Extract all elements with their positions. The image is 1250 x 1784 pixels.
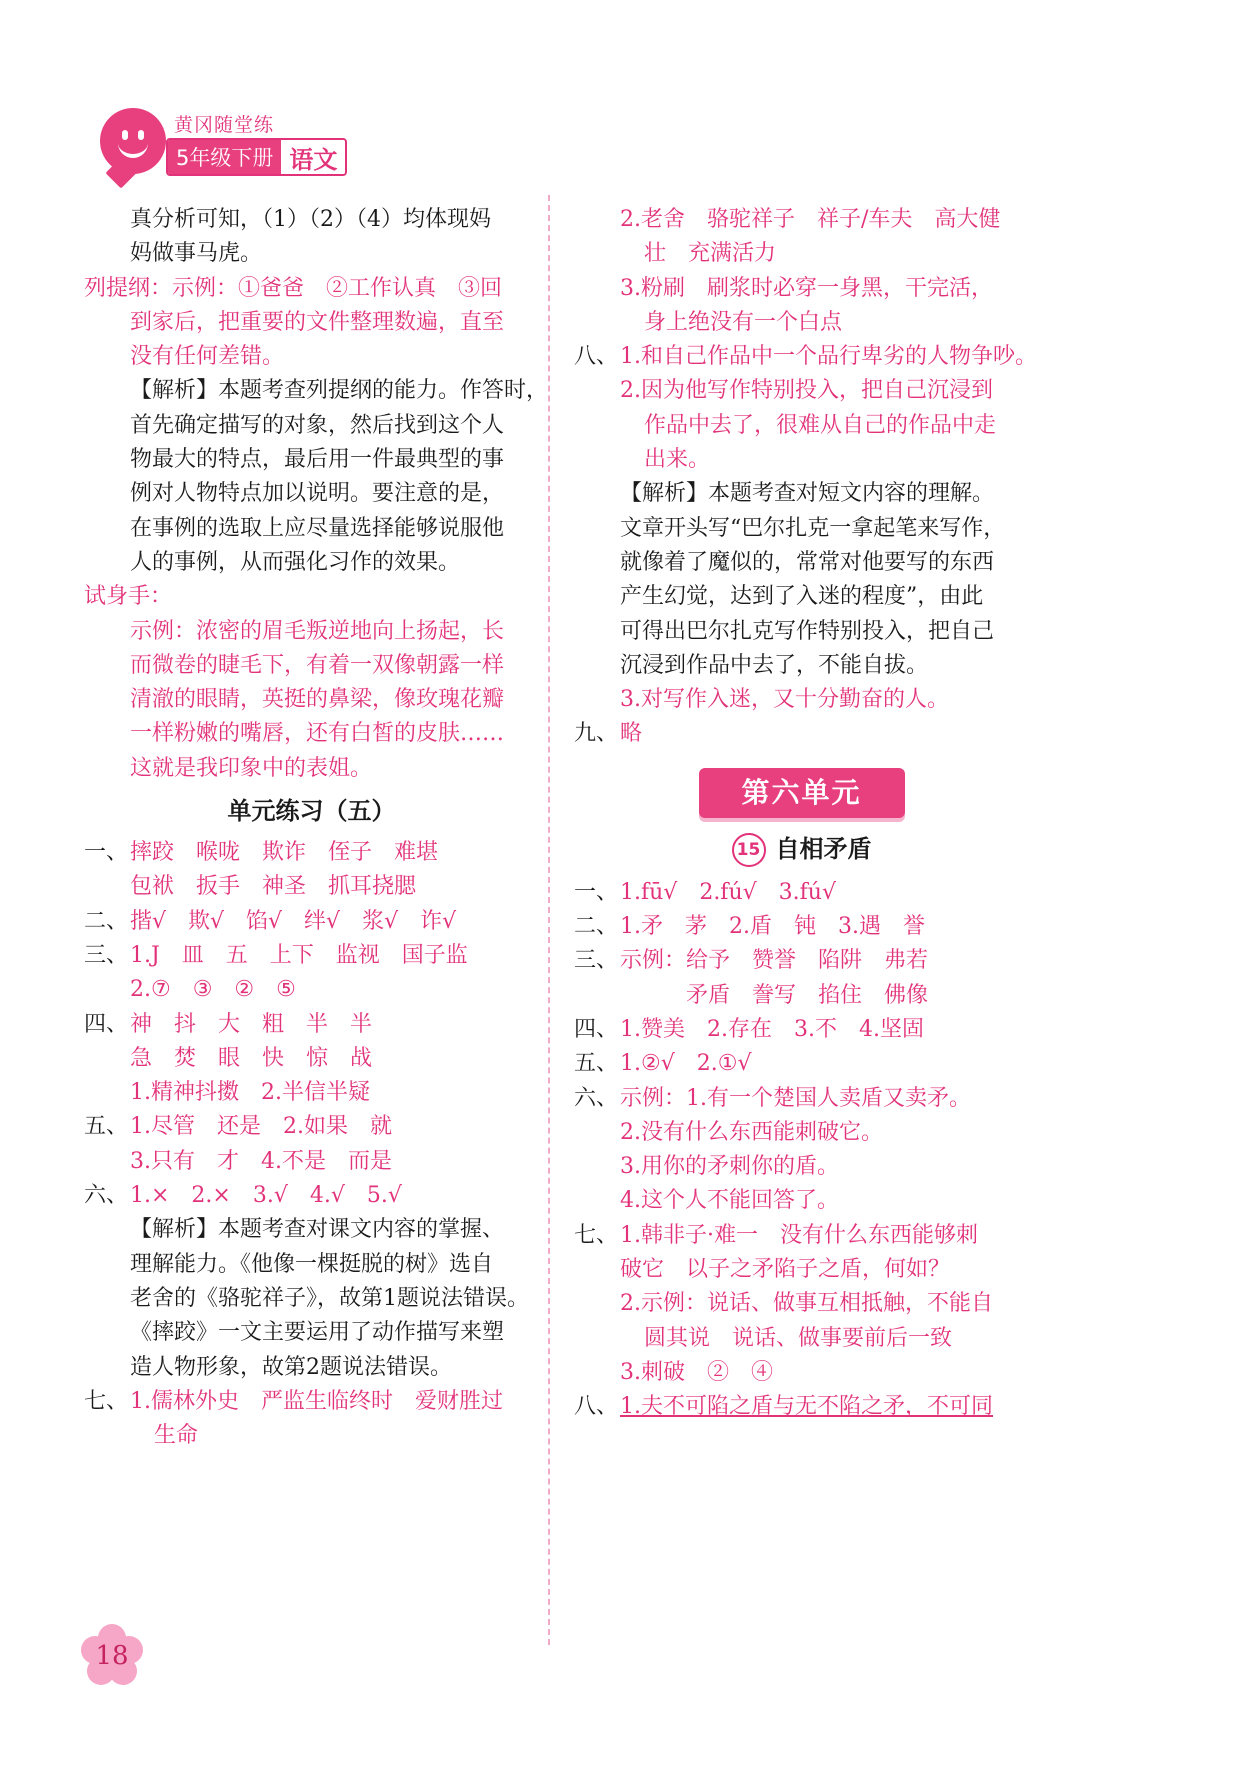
answer-line: 身上绝没有一个白点 — [644, 309, 843, 335]
text-line: 妈做事马虎。 — [130, 241, 263, 267]
question-label: 二、 — [84, 908, 129, 934]
answer-line: 1.精神抖擞 2.半信半疑 — [130, 1080, 370, 1106]
lesson-title-text: 自相矛盾 — [775, 833, 872, 863]
question-label: 八、 — [574, 344, 619, 370]
analysis-line: 可得出巴尔扎克写作特别投入，把自己 — [620, 618, 995, 644]
answer-line: 包袱 扳手 神圣 抓耳挠腮 — [130, 874, 417, 900]
question-label: 五、 — [574, 1051, 619, 1077]
question-3 — [84, 939, 539, 973]
question-9 — [574, 717, 1029, 751]
answer-line: 壮 充满活力 — [644, 241, 777, 267]
answer-line: 2.老舍 骆驼祥子 祥子/车夫 高大健 — [620, 207, 1001, 232]
answer-text: 示例：给予 赞誉 陷阱 弗若 — [620, 948, 929, 974]
question-label: 一、 — [574, 879, 619, 905]
analysis-line: 【解析】本题考查对课文内容的掌握、 — [130, 1217, 505, 1243]
analysis-line: 【解析】本题考查列提纲的能力。作答时， — [130, 378, 549, 404]
lesson-number-badge: 15 — [732, 833, 766, 867]
outline-item — [84, 272, 539, 306]
answer-text: 1.尽管 还是 2.如果 就 — [130, 1114, 392, 1140]
question-label: 五、 — [84, 1114, 129, 1140]
question-label: 六、 — [574, 1085, 619, 1111]
question-5 — [84, 1110, 539, 1144]
question-label: 八、 — [574, 1394, 619, 1420]
question-8 — [574, 340, 1037, 374]
answer-text: 1.夫不可陷之盾与无不陷之矛，不可同 — [620, 1394, 993, 1420]
question-label: 七、 — [574, 1222, 619, 1248]
left-column — [84, 203, 549, 1453]
question-5 — [574, 1047, 1029, 1081]
answer-line: 出来。 — [644, 447, 711, 473]
page-number-badge — [80, 1624, 144, 1688]
try-line: 清澈的眼睛，英挺的鼻梁，像玫瑰花瓣 — [130, 687, 505, 713]
answer-line: 2.⑦ ③ ② ⑤ — [130, 977, 296, 1003]
right-column — [574, 203, 1037, 1425]
analysis-line: 造人物形象，故第2题说法错误。 — [130, 1354, 452, 1380]
text-line: 没有任何差错。 — [130, 344, 285, 370]
answer-text: 1.矛 茅 2.盾 钝 3.遇 誉 — [620, 914, 925, 940]
subject-label: 语文 — [281, 140, 345, 174]
page-number: 18 — [95, 1641, 129, 1671]
question-label: 四、 — [84, 1011, 129, 1037]
try-line: 一样粉嫩的嘴唇，还有白皙的皮肤…… — [130, 721, 505, 747]
column-divider — [548, 195, 550, 1645]
question-2 — [574, 910, 1029, 944]
answer-text: 1.J 皿 五 上下 监视 国子监 — [130, 942, 468, 968]
answer-text: 1.②√ 2.①√ — [620, 1051, 752, 1077]
question-label: 二、 — [574, 914, 619, 940]
question-6 — [84, 1179, 539, 1213]
try-label: 试身手： — [84, 584, 173, 610]
answer-line: 破它 以子之矛陷子之盾，何如？ — [620, 1257, 951, 1283]
analysis-line: 首先确定描写的对象，然后找到这个人 — [130, 412, 505, 438]
text-line: 到家后，把重要的文件整理数遍，直至 — [130, 309, 505, 335]
question-label: 一、 — [84, 840, 129, 866]
answer-text: 摔跤 喉咙 欺诈 侄子 难堪 — [130, 840, 439, 866]
question-label: 三、 — [574, 948, 619, 974]
grade-label: 5年级下册 — [168, 140, 281, 174]
analysis-line: 老舍的《骆驼祥子》，故第1题说法错误。 — [130, 1285, 529, 1311]
analysis-line: 就像着了魔似的，常常对他要写的东西 — [620, 549, 995, 575]
try-line: 这就是我印象中的表姐。 — [130, 755, 373, 781]
answer-text: 1.和自己作品中一个品行卑劣的人物争吵。 — [620, 344, 1037, 370]
analysis-line: 例对人物特点加以说明。要注意的是， — [130, 481, 505, 507]
answer-line: 4.这个人不能回答了。 — [620, 1188, 839, 1214]
outline-label: 列提纲： — [84, 275, 173, 301]
answer-text: 1.韩非子·难一 没有什么东西能够刺 — [620, 1222, 978, 1248]
try-line: 而微卷的睫毛下，有着一双像朝露一样 — [130, 652, 505, 678]
analysis-line: 产生幻觉，达到了入迷的程度”，由此 — [620, 584, 984, 610]
answer-text: 神 抖 大 粗 半 半 — [130, 1011, 373, 1037]
answer-line: 3.只有 才 4.不是 而是 — [130, 1148, 392, 1174]
answer-line: 2.示例：说话、做事互相抵触，不能自 — [620, 1291, 993, 1317]
analysis-line: 【解析】本题考查对短文内容的理解。 — [620, 481, 995, 507]
answer-line: 2.没有什么东西能刺破它。 — [620, 1119, 883, 1145]
question-label: 三、 — [84, 942, 129, 968]
question-3 — [574, 944, 1029, 978]
question-7 — [574, 1219, 1029, 1253]
answer-text: 略 — [620, 721, 643, 747]
book-header — [92, 100, 392, 190]
answer-line: 矛盾 誊写 掐住 佛像 — [686, 982, 929, 1008]
answer-line: 作品中去了，很难从自己的作品中走 — [644, 412, 997, 438]
analysis-line: 理解能力。《他像一棵挺脱的树》选自 — [130, 1251, 494, 1277]
question-1 — [84, 836, 539, 870]
smiley-logo-icon — [100, 108, 166, 174]
answer-line: 圆其说 说话、做事要前后一致 — [644, 1325, 953, 1351]
question-4 — [574, 1013, 1029, 1047]
answer-text: 1.× 2.× 3.√ 4.√ 5.√ — [130, 1183, 402, 1209]
try-line: 示例：浓密的眉毛叛逆地向上扬起，长 — [130, 618, 505, 644]
text-line: 真分析可知，（1）（2）（4）均体现妈 — [130, 207, 491, 232]
unit-banner: 第六单元 — [699, 768, 905, 818]
answer-text: 示例：1.有一个楚国人卖盾又卖矛。 — [620, 1085, 971, 1111]
answer-line: 3.对写作入迷，又十分勤奋的人。 — [620, 687, 949, 713]
answer-text: 1.儒林外史 严监生临终时 爱财胜过 — [130, 1388, 503, 1414]
grade-badge — [166, 138, 347, 176]
question-label: 九、 — [574, 721, 619, 747]
answer-line: 3.粉刷 刷浆时必穿一身黑，干完活， — [620, 275, 993, 301]
question-6 — [574, 1082, 1029, 1116]
lesson-title — [574, 822, 1029, 876]
answer-text: 揩√ 欺√ 馅√ 绊√ 浆√ 诈√ — [130, 908, 457, 934]
question-2 — [84, 905, 539, 939]
analysis-line: 在事例的选取上应尽量选择能够说服他 — [130, 515, 505, 541]
analysis-line: 人的事例，从而强化习作的效果。 — [130, 549, 461, 575]
answer-line: 3.刺破 ② ④ — [620, 1359, 773, 1385]
brand-name: 黄冈随堂练 — [174, 114, 275, 136]
question-label: 七、 — [84, 1388, 129, 1414]
section-title: 单元练习（五） — [227, 796, 396, 826]
question-label: 四、 — [574, 1016, 619, 1042]
question-4 — [84, 1008, 539, 1042]
answer-line: 急 焚 眼 快 惊 战 — [130, 1045, 373, 1071]
outline-text: 示例：①爸爸 ②工作认真 ③回 — [172, 275, 503, 301]
answer-line: 生命 — [154, 1423, 199, 1449]
answer-line: 3.用你的矛刺你的盾。 — [620, 1154, 839, 1180]
analysis-line: 《摔跤》一文主要运用了动作描写来塑 — [130, 1320, 505, 1346]
question-8 — [574, 1390, 1029, 1424]
answer-text: 1.赞美 2.存在 3.不 4.坚固 — [620, 1016, 924, 1042]
question-label: 六、 — [84, 1183, 129, 1209]
answer-text: 1.fū√ 2.fú√ 3.fú√ — [620, 879, 836, 905]
analysis-line: 文章开头写“巴尔扎克一拿起笔来写作， — [620, 515, 1006, 541]
analysis-line: 沉浸到作品中去了，不能自拔。 — [620, 652, 929, 678]
analysis-line: 物最大的特点，最后用一件最典型的事 — [130, 447, 505, 473]
question-7 — [84, 1385, 539, 1419]
answer-line: 2.因为他写作特别投入，把自己沉浸到 — [620, 378, 993, 404]
question-1 — [574, 876, 1029, 910]
